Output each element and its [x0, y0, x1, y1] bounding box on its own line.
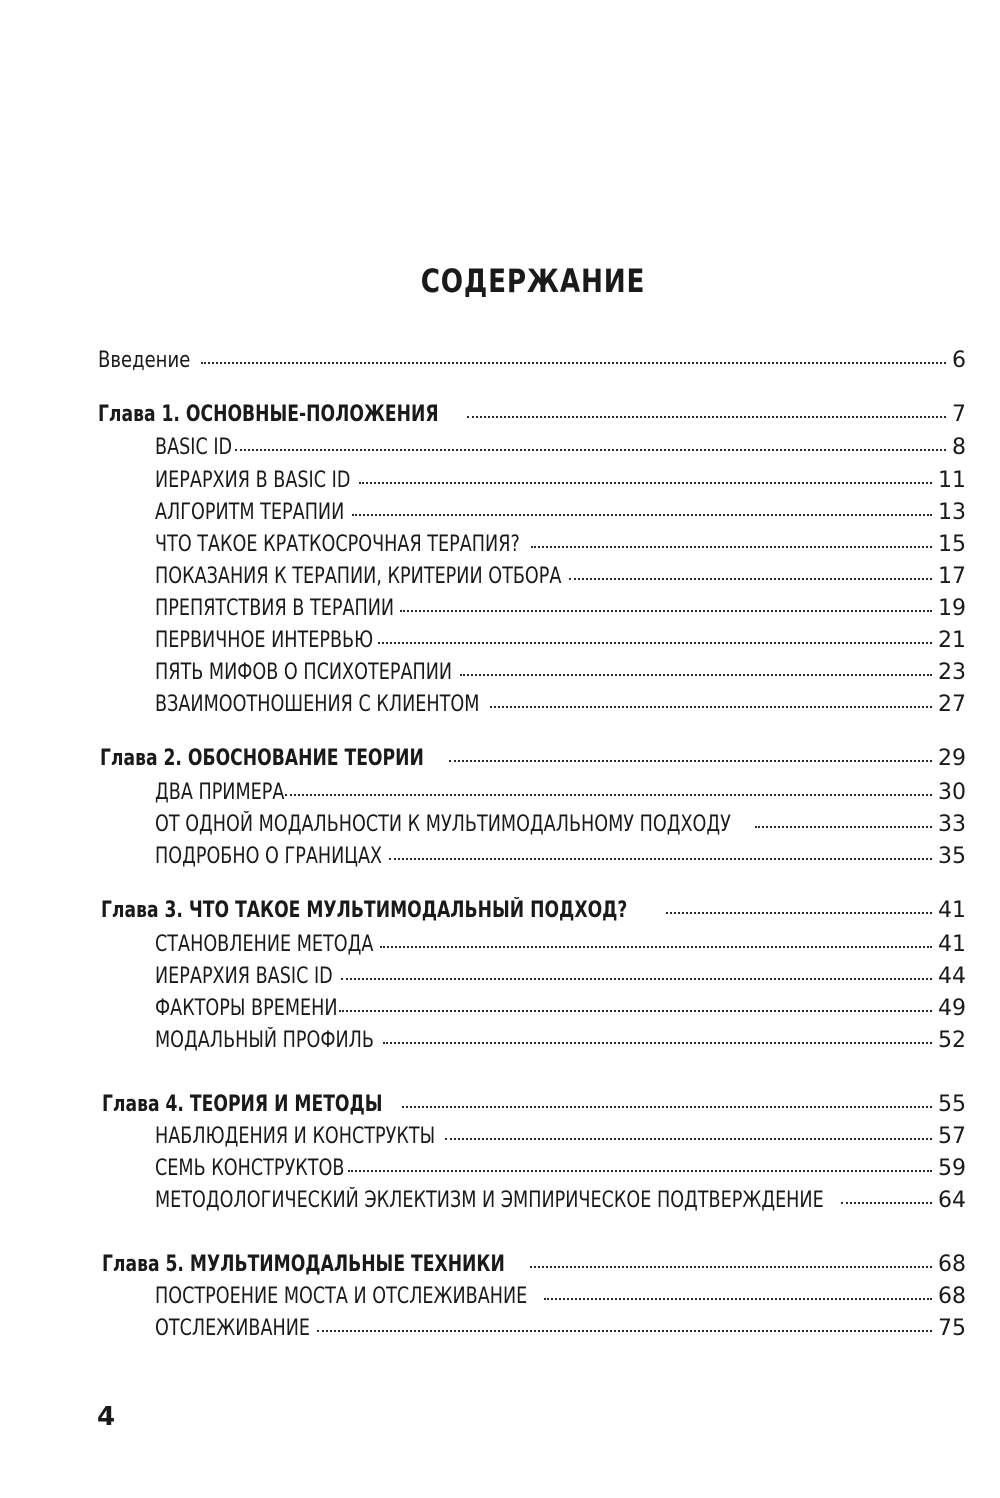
dot-leader [341, 978, 932, 980]
toc-chapter-2 [100, 744, 966, 774]
toc-entry [155, 994, 966, 1024]
toc-entry-label: ФАКТОРЫ ВРЕМЕНИ [155, 996, 338, 1021]
toc-chapter-page: 55 [938, 1092, 966, 1117]
toc-entry-label: Введение [98, 348, 191, 373]
toc-entry-page: 33 [938, 812, 966, 837]
toc-entry-page: 15 [938, 532, 966, 557]
dot-leader [380, 946, 932, 948]
toc-entry-page: 19 [938, 596, 966, 621]
toc-entry-page: 27 [938, 692, 966, 717]
toc-entry [155, 1026, 966, 1056]
toc-chapter-label: Глава 1. ОСНОВНЫЕ-ПОЛОЖЕНИЯ [98, 402, 439, 427]
toc-entry-label: ИЕРАРХИЯ В BASIC ID [155, 468, 351, 493]
dot-leader [235, 449, 946, 451]
toc-entry-page: 6 [952, 348, 966, 373]
toc-entry [155, 594, 966, 624]
toc-entry-label: МЕТОДОЛОГИЧЕСКИЙ ЭКЛЕКТИЗМ И ЭМПИРИЧЕСКОЕ ПОДТВЕРЖДЕНИЕ [155, 1188, 824, 1213]
dot-leader [383, 1042, 932, 1044]
toc-entry-intro [98, 346, 966, 376]
dot-leader [317, 1330, 932, 1332]
toc-entry-label: ДВА ПРИМЕРА [155, 780, 285, 805]
dot-leader [460, 674, 932, 676]
dot-leader [285, 794, 932, 796]
dot-leader [666, 912, 932, 914]
page-title: СОДЕРЖАНИЕ [420, 262, 646, 300]
toc-entry-label: ЧТО ТАКОЕ КРАТКОСРОЧНАЯ ТЕРАПИЯ? [155, 532, 520, 557]
toc-entry-page: 68 [938, 1284, 966, 1309]
toc-entry [155, 562, 966, 592]
toc-entry-label: СТАНОВЛЕНИЕ МЕТОДА [155, 932, 374, 957]
toc-chapter-label: Глава 3. ЧТО ТАКОЕ МУЛЬТИМОДАЛЬНЫЙ ПОДХОД? [101, 898, 628, 923]
toc-entry [155, 498, 966, 528]
dot-leader [400, 610, 932, 612]
toc-entry-page: 44 [938, 964, 966, 989]
dot-leader [530, 1266, 932, 1268]
dot-leader [352, 514, 932, 516]
dot-leader [449, 760, 932, 762]
toc-entry-label: МОДАЛЬНЫЙ ПРОФИЛЬ [155, 1028, 374, 1053]
toc-entry-label: ОТСЛЕЖИВАНИЕ [155, 1316, 311, 1341]
toc-entry-page: 21 [938, 628, 966, 653]
toc-entry-label: НАБЛЮДЕНИЯ И КОНСТРУКТЫ [155, 1124, 436, 1149]
toc-entry-label: ПОСТРОЕНИЕ МОСТА И ОТСЛЕЖИВАНИЕ [155, 1284, 528, 1309]
toc-entry [155, 1282, 966, 1312]
toc-entry-page: 57 [938, 1124, 966, 1149]
dot-leader [544, 1298, 932, 1300]
toc-entry [155, 626, 966, 656]
toc-entry-page: 75 [938, 1316, 966, 1341]
toc-chapter-label: Глава 2. ОБОСНОВАНИЕ ТЕОРИИ [100, 746, 424, 771]
toc-chapter-label: Глава 4. ТЕОРИЯ И МЕТОДЫ [102, 1092, 383, 1117]
toc-entry [155, 1186, 966, 1216]
dot-leader [569, 578, 932, 580]
toc-entry [155, 530, 966, 560]
toc-entry [155, 433, 966, 463]
dot-leader [841, 1202, 932, 1204]
toc-entry-label: ИЕРАРХИЯ BASIC ID [155, 964, 333, 989]
toc-entry [155, 930, 966, 960]
dot-leader [490, 706, 932, 708]
toc-entry [155, 962, 966, 992]
dot-leader [755, 826, 932, 828]
toc-entry-label: ПОКАЗАНИЯ К ТЕРАПИИ, КРИТЕРИИ ОТБОРА [155, 564, 562, 589]
toc-entry [155, 810, 966, 840]
toc-entry-label: ОТ ОДНОЙ МОДАЛЬНОСТИ К МУЛЬТИМОДАЛЬНОМУ ПОДХОДУ [155, 812, 731, 837]
toc-entry [155, 466, 966, 496]
toc-chapter-1 [98, 400, 966, 430]
toc-entry [155, 1154, 966, 1184]
toc-entry-label: СЕМЬ КОНСТРУКТОВ [155, 1156, 345, 1181]
toc-entry [155, 1314, 966, 1344]
toc-entry-label: АЛГОРИТМ ТЕРАПИИ [155, 500, 345, 525]
toc-entry-page: 8 [952, 435, 966, 460]
toc-entry-page: 41 [938, 932, 966, 957]
toc-chapter-label: Глава 5. МУЛЬТИМОДАЛЬНЫЕ ТЕХНИКИ [102, 1252, 505, 1277]
toc-entry-page: 23 [938, 660, 966, 685]
toc-entry-label: ПЕРВИЧНОЕ ИНТЕРВЬЮ [155, 628, 374, 653]
dot-leader [201, 362, 946, 364]
toc-chapter-5 [102, 1250, 966, 1280]
dot-leader [402, 1106, 932, 1108]
toc-chapter-page: 41 [938, 898, 966, 923]
dot-leader [445, 1138, 932, 1140]
dot-leader [531, 546, 932, 548]
dot-leader [339, 1010, 932, 1012]
toc-entry-page: 30 [938, 780, 966, 805]
dot-leader [389, 858, 932, 860]
toc-entry [155, 1122, 966, 1152]
dot-leader [378, 642, 932, 644]
toc-chapter-page: 68 [938, 1252, 966, 1277]
dot-leader [359, 482, 932, 484]
toc-entry-page: 17 [938, 564, 966, 589]
toc-chapter-4 [102, 1090, 966, 1120]
toc-entry-label: ВЗАИМООТНОШЕНИЯ С КЛИЕНТОМ [155, 692, 480, 717]
dot-leader [348, 1170, 932, 1172]
toc-entry [155, 658, 966, 688]
toc-entry-page: 49 [938, 996, 966, 1021]
toc-chapter-3 [101, 896, 966, 926]
toc-entry-page: 52 [938, 1028, 966, 1053]
toc-entry-label: ПЯТЬ МИФОВ О ПСИХОТЕРАПИИ [155, 660, 453, 685]
toc-chapter-page: 7 [952, 402, 966, 427]
toc-entry-page: 59 [938, 1156, 966, 1181]
page-number: 4 [97, 1402, 116, 1432]
toc-entry-page: 64 [938, 1188, 966, 1213]
toc-entry-label: BASIC ID [155, 435, 233, 460]
dot-leader [467, 416, 946, 418]
toc-entry-page: 11 [938, 468, 966, 493]
toc-entry [155, 778, 966, 808]
toc-entry-page: 35 [938, 844, 966, 869]
toc-entry-label: ПРЕПЯТСТВИЯ В ТЕРАПИИ [155, 596, 395, 621]
toc-chapter-page: 29 [938, 746, 966, 771]
toc-entry-label: ПОДРОБНО О ГРАНИЦАХ [155, 844, 383, 869]
toc-entry [155, 842, 966, 872]
toc-entry-page: 13 [938, 500, 966, 525]
toc-entry [155, 690, 966, 720]
